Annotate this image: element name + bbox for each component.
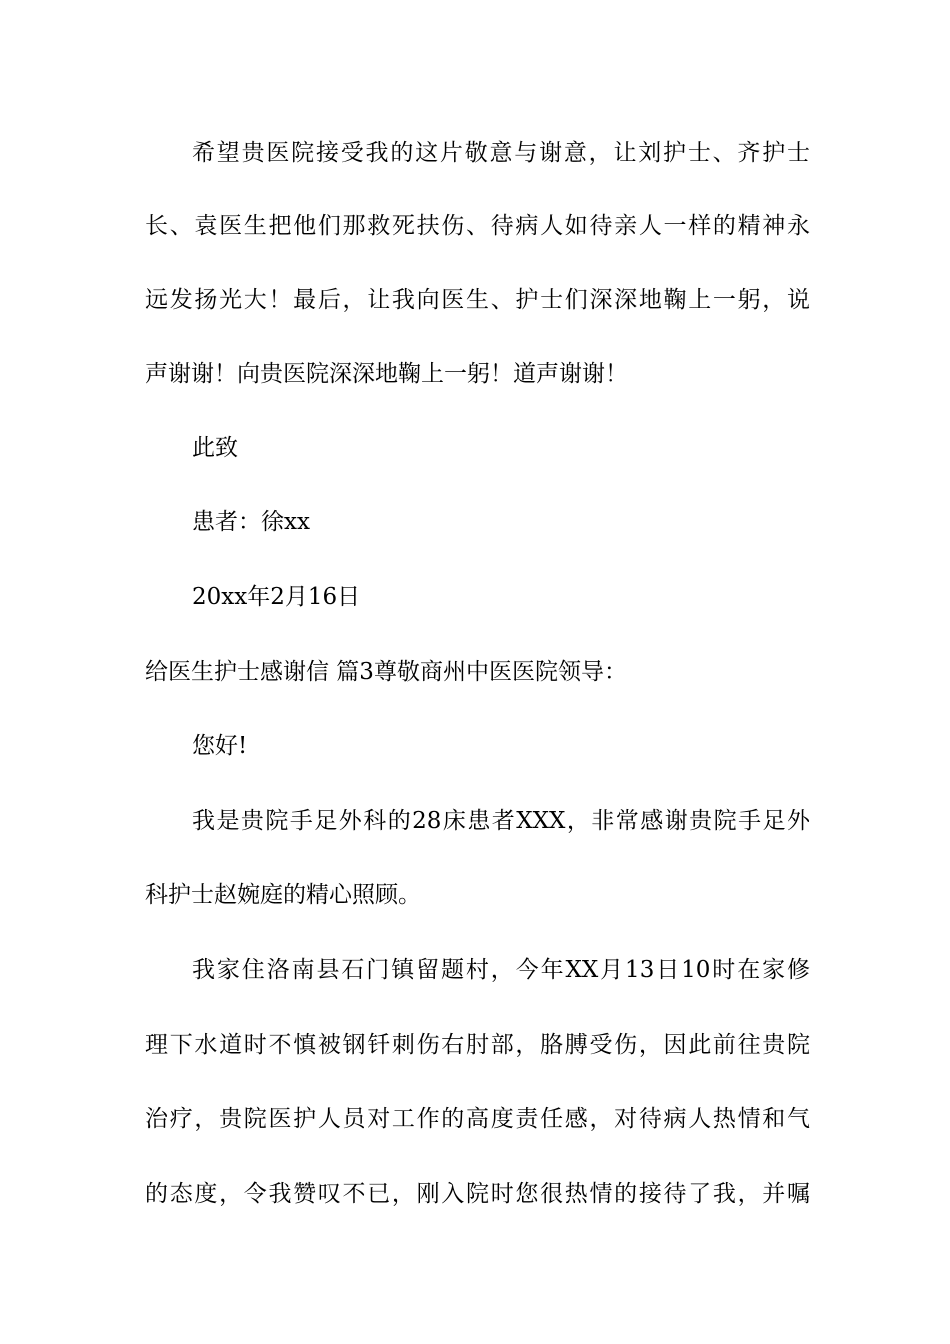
paragraph-line: 的态度，令我赞叹不已，刚入院时您很热情的接待了我，并嘱	[145, 1181, 810, 1207]
paragraph-line: 治疗，贵院医护人员对工作的高度责任感，对待病人热情和气	[145, 1106, 810, 1132]
paragraph-line: 我是贵院手足外科的28床患者XXX，非常感谢贵院手足外	[192, 808, 810, 834]
paragraph-line: 远发扬光大！最后，让我向医生、护士们深深地鞠上一躬，说	[145, 287, 810, 313]
paragraph-line: 科护士赵婉庭的精心照顾。	[145, 882, 421, 908]
paragraph-line: 理下水道时不慎被钢钎刺伤右肘部，胳膊受伤，因此前往贵院	[145, 1032, 810, 1058]
paragraph-line: 长、袁医生把他们那救死扶伤、待病人如待亲人一样的精神永	[145, 213, 810, 239]
section-heading: 给医生护士感谢信 篇3尊敬商州中医医院领导：	[145, 659, 627, 685]
closing-salutation: 此致	[192, 435, 238, 461]
greeting-line: 您好!	[192, 733, 248, 759]
paragraph-line: 希望贵医院接受我的这片敬意与谢意，让刘护士、齐护士	[192, 140, 810, 166]
signature-line: 患者：徐xx	[192, 509, 310, 535]
date-line: 20xx年2月16日	[192, 584, 361, 610]
paragraph-line: 声谢谢！向贵医院深深地鞠上一躬！道声谢谢！	[145, 361, 628, 387]
paragraph-line: 我家住洛南县石门镇留题村，今年XX月13日10时在家修	[192, 957, 810, 983]
